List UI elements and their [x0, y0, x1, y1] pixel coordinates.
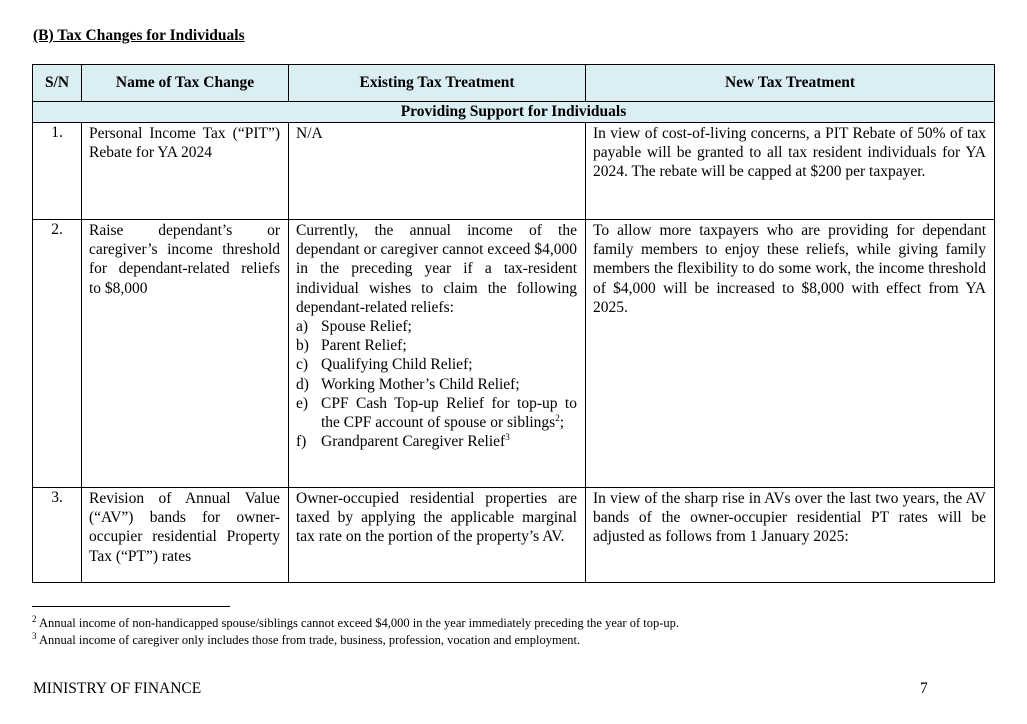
list-item: [296, 317, 577, 336]
list-item-label: c): [296, 356, 309, 374]
footnote-ref: 3: [505, 432, 510, 443]
table-header-row: [33, 65, 995, 102]
header-sn: S/N: [33, 65, 82, 102]
footnote-text: Annual income of non-handicapped spouse/siblings cannot exceed $4,000 in the year immediately preceding the year of top-up.: [38, 616, 680, 630]
section-title: (B) Tax Changes for Individuals: [33, 27, 245, 44]
row-tax-change-name: Revision of Annual Value (“AV”) bands for owner-occupier residential Property Tax (“PT”) rates: [82, 488, 289, 583]
footnote-2: [32, 613, 680, 630]
list-item: [296, 432, 577, 451]
existing-treatment-intro: Currently, the annual income of the dependant or caregiver cannot exceed $4,000 in the preceding year if a tax-resident individual wishes to claim the following dependant-related reliefs:: [296, 222, 577, 316]
list-item-label: d): [296, 375, 309, 393]
header-name-of-tax-change: Name of Tax Change: [82, 65, 289, 102]
table-row: [33, 488, 995, 583]
row-existing-treatment: Owner-occupied residential properties are taxed by applying the applicable marginal tax rate on the portion of the property’s AV.: [289, 488, 586, 583]
table-row: [33, 220, 995, 488]
row-sn: 1.: [33, 123, 82, 220]
list-item-suffix: ;: [559, 414, 565, 432]
list-item: [296, 375, 577, 394]
list-item-text: Spouse Relief;: [321, 318, 412, 336]
row-new-treatment: To allow more taxpayers who are providing for dependant family members to enjoy these reliefs, while giving family members the flexibility to do some work, the income threshold of $4,000 will be increased to $8,000 with effect from YA 2025.: [586, 220, 995, 488]
row-new-treatment: In view of cost-of-living concerns, a PIT Rebate of 50% of tax payable will be granted to all tax resident individuals for YA 2024. The rebate will be capped at $200 per taxpayer.: [586, 123, 995, 220]
row-existing-treatment: [289, 220, 586, 488]
header-existing-tax-treatment: Existing Tax Treatment: [289, 65, 586, 102]
row-tax-change-name: Raise dependant’s or caregiver’s income threshold for dependant-related reliefs to $8,000: [82, 220, 289, 488]
row-sn: 2.: [33, 220, 82, 488]
list-item-label: b): [296, 337, 309, 355]
list-item-text: CPF Cash Top-up Relief for top-up to the CPF account of spouse or siblings: [321, 394, 577, 432]
list-item-text-wrap: [321, 394, 577, 432]
list-item-label: a): [296, 318, 309, 336]
list-item-label: e): [296, 394, 309, 412]
footnote-number: 2: [32, 613, 37, 624]
table-row: [33, 123, 995, 220]
page-number: 7: [920, 680, 928, 697]
list-item-text-wrap: [321, 432, 577, 451]
list-item: [296, 336, 577, 355]
list-item-text: Parent Relief;: [321, 337, 407, 355]
relief-list: [296, 317, 577, 451]
footnote-ref: 2: [555, 412, 560, 423]
list-item-text: Working Mother’s Child Relief;: [321, 375, 520, 393]
footnote-separator: [32, 606, 230, 607]
header-new-tax-treatment: New Tax Treatment: [586, 65, 995, 102]
row-existing-treatment: N/A: [289, 123, 586, 220]
list-item-text: Qualifying Child Relief;: [321, 356, 473, 374]
footnote-text: Annual income of caregiver only includes those from trade, business, profession, vocation and employment.: [38, 633, 581, 647]
row-tax-change-name: Personal Income Tax (“PIT”) Rebate for YA 2024: [82, 123, 289, 220]
section-band-label: Providing Support for Individuals: [33, 102, 995, 123]
list-item-text: Grandparent Caregiver Relief: [321, 433, 506, 451]
row-sn: 3.: [33, 488, 82, 583]
tax-changes-table: [32, 64, 995, 583]
list-item: [296, 355, 577, 374]
section-band-row: [33, 102, 995, 123]
footnote-number: 3: [32, 630, 37, 641]
row-new-treatment: In view of the sharp rise in AVs over the last two years, the AV bands of the owner-occupier residential PT rates will be adjusted as follows from 1 January 2025:: [586, 488, 995, 583]
list-item: [296, 394, 577, 432]
footer-ministry: MINISTRY OF FINANCE: [33, 680, 202, 697]
list-item-label: f): [296, 433, 307, 451]
footnote-3: [32, 630, 581, 647]
